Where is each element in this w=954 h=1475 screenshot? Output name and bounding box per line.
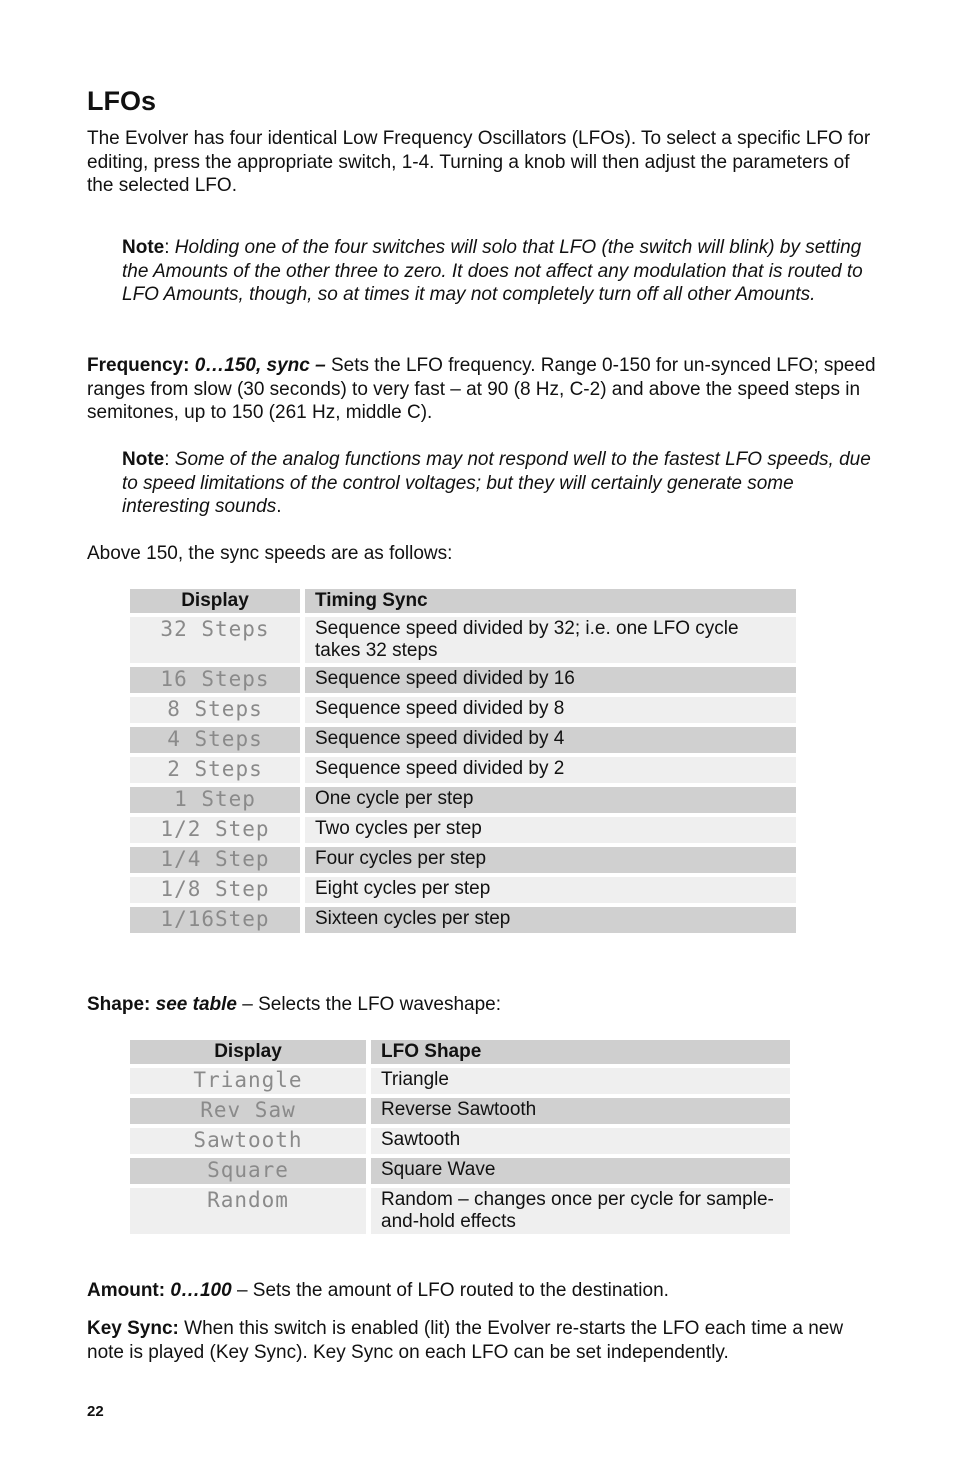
description-cell: Triangle — [371, 1068, 790, 1094]
amount-paragraph — [87, 1279, 877, 1303]
description-cell: Sequence speed divided by 8 — [305, 697, 796, 723]
lcd-display-text: Sawtooth — [193, 1128, 303, 1152]
sync-speed-table — [125, 585, 801, 937]
lcd-display-text: 1 Step — [174, 787, 256, 811]
description-cell: Random – changes once per cycle for sample-and-hold effects — [371, 1188, 790, 1234]
keysync-label: Key Sync: — [87, 1318, 179, 1339]
description-cell: Eight cycles per step — [305, 877, 796, 903]
page-title: LFOs — [87, 86, 157, 116]
lcd-display-cell — [130, 907, 300, 933]
shape-text: – Selects the LFO waveshape: — [242, 994, 502, 1015]
description-cell: Sixteen cycles per step — [305, 907, 796, 933]
lfo-shape-table — [125, 1036, 795, 1238]
amount-text: – Sets the amount of LFO routed to the destination. — [236, 1280, 669, 1301]
lcd-display-text: Triangle — [193, 1068, 303, 1092]
description-cell: Sawtooth — [371, 1128, 790, 1154]
shape-label: Shape: — [87, 994, 151, 1015]
intro-paragraph: The Evolver has four identical Low Frequency Oscillators (LFOs). To select a specific LFO for editing, press the appropriate switch, 1-4. Turning a knob will then adjust the parameters of the selected LFO. — [87, 128, 871, 196]
lcd-display-text: Rev Saw — [200, 1098, 296, 1122]
lcd-display-cell — [130, 817, 300, 843]
table-row — [130, 1128, 790, 1154]
table-row — [130, 817, 796, 843]
description-cell: Sequence speed divided by 2 — [305, 757, 796, 783]
lcd-display-text: 1/16Step — [160, 907, 270, 931]
shape-paragraph — [87, 993, 877, 1017]
lcd-display-text: 1/8 Step — [160, 877, 270, 901]
lcd-display-text: 8 Steps — [167, 697, 263, 721]
note-text: Some of the analog functions may not respond well to the fastest LFO speeds, due to speed limitations of the control voltages; but they will certainly generate some interesting sounds — [122, 449, 871, 517]
table-row — [130, 617, 796, 663]
description-cell: Sequence speed divided by 4 — [305, 727, 796, 753]
note-speeds: Note: Some of the analog functions may not respond well to the fastest LFO speeds, due to speed limitations of the control voltages; but they will certainly generate some interesting sounds. — [122, 449, 871, 517]
frequency-paragraph — [87, 354, 877, 425]
column-header-timing-sync: Timing Sync — [305, 589, 796, 613]
lcd-display-cell — [130, 1098, 366, 1124]
description-cell: Sequence speed divided by 32; i.e. one LFO cycle takes 32 steps — [305, 617, 796, 663]
table-row — [130, 667, 796, 693]
lcd-display-cell — [130, 697, 300, 723]
lcd-display-text: 4 Steps — [167, 727, 263, 751]
description-cell: Sequence speed divided by 16 — [305, 667, 796, 693]
lcd-display-cell — [130, 617, 300, 663]
shape-range: see table — [155, 994, 237, 1015]
note-label: Note — [122, 449, 165, 470]
keysync-paragraph — [87, 1317, 877, 1364]
lcd-display-cell — [130, 727, 300, 753]
frequency-range: 0…150, sync – — [194, 355, 326, 376]
lcd-display-text: 1/2 Step — [160, 817, 270, 841]
lcd-display-cell — [130, 1188, 366, 1234]
lcd-display-cell — [130, 1068, 366, 1094]
note-solo: Note: Holding one of the four switches will solo that LFO (the switch will blink) by setting the Amounts of the other three to zero. It does not affect any modulation that is routed to LFO Amounts, though, so at times it may not completely turn off all other Amounts. — [122, 237, 863, 305]
description-cell: Four cycles per step — [305, 847, 796, 873]
description-cell: One cycle per step — [305, 787, 796, 813]
sync-intro: Above 150, the sync speeds are as follows: — [87, 543, 453, 564]
table-row — [130, 1098, 790, 1124]
page-number: 22 — [87, 1403, 104, 1420]
lcd-display-cell — [130, 847, 300, 873]
table-row — [130, 787, 796, 813]
lcd-display-text: 1/4 Step — [160, 847, 270, 871]
lcd-display-cell — [130, 787, 300, 813]
lcd-display-cell — [130, 877, 300, 903]
amount-range: 0…100 — [170, 1280, 232, 1301]
column-header-display: Display — [130, 1040, 366, 1064]
frequency-text: Sets the LFO frequency. Range 0-150 for un-synced LFO; speed ranges from slow (30 seconds) to very fast – at 90 (8 Hz, C-2) and above the speed steps in semitones, up to 150 (261 Hz, middle C). — [87, 355, 876, 423]
table-row — [130, 757, 796, 783]
lcd-display-text: Random — [207, 1188, 289, 1212]
note-text: Holding one of the four switches will solo that LFO (the switch will blink) by setting the Amounts of the other three to zero. It does not affect any modulation that is routed to LFO Amounts, though, so at times it may not completely turn off all other Amounts. — [122, 237, 863, 305]
table-row — [130, 727, 796, 753]
lcd-display-text: Square — [207, 1158, 289, 1182]
description-cell: Two cycles per step — [305, 817, 796, 843]
lcd-display-text: 32 Steps — [160, 617, 270, 641]
table-row — [130, 1068, 790, 1094]
note-label: Note — [122, 237, 165, 258]
amount-label: Amount: — [87, 1280, 166, 1301]
column-header-lfo-shape: LFO Shape — [371, 1040, 790, 1064]
lcd-display-cell — [130, 1128, 366, 1154]
lcd-display-cell — [130, 757, 300, 783]
column-header-display: Display — [130, 589, 300, 613]
lcd-display-cell — [130, 1158, 366, 1184]
table-row — [130, 697, 796, 723]
table-row — [130, 1188, 790, 1234]
frequency-label: Frequency: — [87, 355, 190, 376]
table-row — [130, 877, 796, 903]
lcd-display-text: 2 Steps — [167, 757, 263, 781]
lcd-display-cell — [130, 667, 300, 693]
table-row — [130, 847, 796, 873]
description-cell: Square Wave — [371, 1158, 790, 1184]
lcd-display-text: 16 Steps — [160, 667, 270, 691]
table-row — [130, 907, 796, 933]
keysync-text: When this switch is enabled (lit) the Evolver re-starts the LFO each time a new note is played (Key Sync). Key Sync on each LFO can be set independently. — [87, 1318, 844, 1363]
description-cell: Reverse Sawtooth — [371, 1098, 790, 1124]
table-row — [130, 1158, 790, 1184]
